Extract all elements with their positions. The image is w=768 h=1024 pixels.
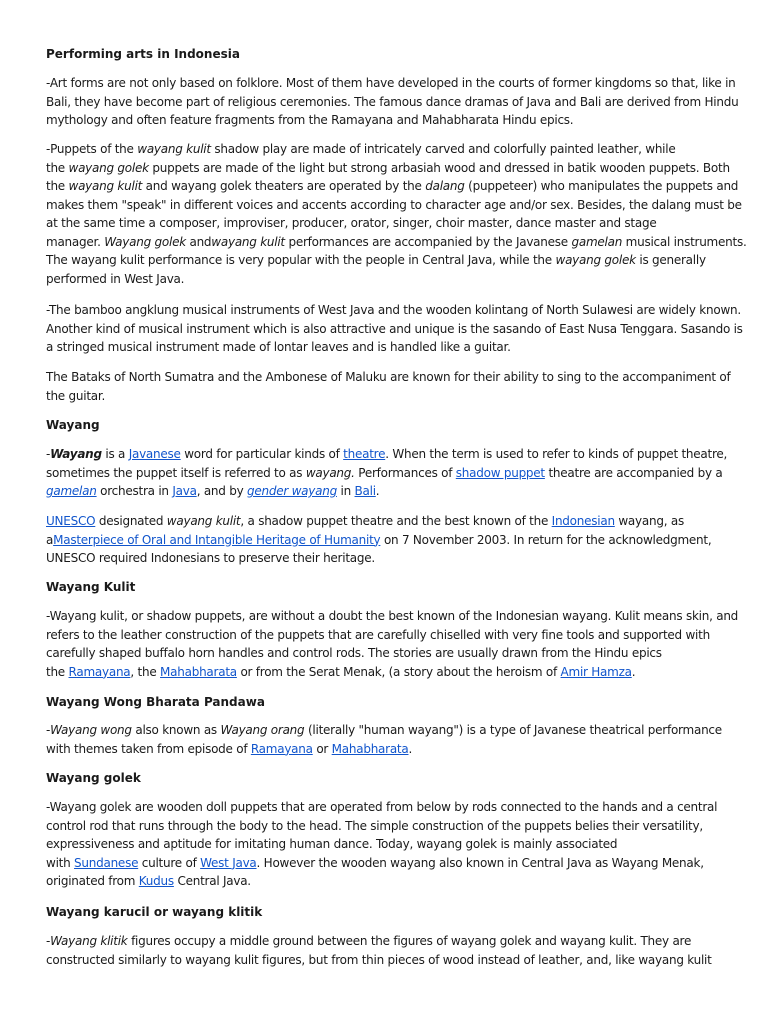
heading-wayang-kulit: Wayang Kulit	[46, 580, 136, 594]
text-line: the wayang kulit and wayang golek theaters are operated by the dalang (puppeteer) who manipulates the puppets and	[46, 179, 739, 193]
paragraph-wayang-kulit	[46, 607, 739, 681]
heading-performing-arts: Performing arts in Indonesia	[46, 47, 240, 61]
text-line: gamelan orchestra in Java, and by gender wayang in Bali.	[46, 484, 380, 498]
link-theatre[interactable]: theatre	[343, 447, 386, 461]
link-masterpiece-heritage[interactable]: Masterpiece of Oral and Intangible Heritage of Humanity	[53, 532, 381, 547]
text-line: originated from Kudus Central Java.	[46, 874, 251, 888]
paragraph-puppets	[46, 140, 747, 288]
text-line: aMasterpiece of Oral and Intangible Heritage of Humanity on 7 November 2003. In return for the acknowledgment,	[46, 532, 712, 547]
paragraph-wayang	[46, 445, 726, 501]
text-line: carefully shaped buffalo horn handles and control rods. The stories are usually drawn from the Hindu epics	[46, 646, 662, 660]
link-gamelan[interactable]: gamelan	[46, 484, 97, 498]
text-line: makes them "speak" in different voices and accents according to character age and/or sex. Besides, the dalang must be	[46, 197, 742, 212]
text-line: at the same time a composer, improviser, producer, orator, singer, choir master, dance master and stage	[46, 216, 657, 230]
text-line: The Bataks of North Sumatra and the Ambonese of Maluku are known for their ability to sing to the accompaniment of	[46, 370, 731, 384]
text-line: constructed similarly to wayang kulit figures, but from thin pieces of wood instead of leather, and, like wayang kulit	[46, 952, 712, 967]
paragraph-unesco	[46, 512, 726, 568]
text-line: -Wayang golek are wooden doll puppets that are operated from below by rods connected to the hands and a central	[46, 800, 718, 814]
link-shadow-puppet[interactable]: shadow puppet	[455, 465, 545, 480]
paragraph-wayang-golek	[46, 798, 726, 891]
text-line: manager. Wayang golek andwayang kulit performances are accompanied by the Javanese gamelan musical instruments.	[46, 234, 747, 249]
paragraph-bataks	[46, 368, 731, 405]
paragraph-art-forms	[46, 74, 739, 130]
text-line: the guitar.	[46, 388, 106, 403]
text-line: The wayang kulit performance is very popular with the people in Central Java, while the wayang golek is generally	[46, 253, 706, 267]
text-line: mythology and often feature fragments from the Ramayana and Mahabharata Hindu epics.	[46, 113, 574, 127]
text-line: the wayang golek puppets are made of the light but strong arbasiah wood and dressed in batik wooden puppets. Both	[46, 160, 730, 175]
link-amir-hamza[interactable]: Amir Hamza	[560, 664, 632, 679]
link-indonesian[interactable]: Indonesian	[551, 514, 615, 528]
text-line: UNESCO required Indonesians to preserve their heritage.	[46, 551, 375, 565]
text-line: a stringed musical instrument made of lontar leaves and is handled like a guitar.	[46, 340, 511, 354]
link-javanese[interactable]: Javanese	[128, 447, 181, 461]
link-ramayana-2[interactable]: Ramayana	[250, 741, 313, 756]
heading-wayang-klitik: Wayang karucil or wayang klitik	[46, 905, 263, 919]
link-bali[interactable]: Bali	[354, 484, 376, 498]
text-line: -The bamboo angklung musical instruments of West Java and the wooden kolintang of North Sulawesi are widely known.	[46, 303, 741, 317]
heading-wayang: Wayang	[46, 418, 100, 432]
paragraph-angklung	[46, 301, 743, 357]
text-line: sometimes the puppet itself is referred to as wayang. Performances of shadow puppet theatre are accompanied by a	[46, 465, 723, 480]
link-gender-wayang[interactable]: gender wayang	[247, 484, 337, 498]
paragraph-wayang-wong	[46, 721, 726, 758]
text-line: control rod that runs through the body to the head. The simple construction of the puppets belies their versatility,	[46, 818, 703, 833]
heading-wayang-wong: Wayang Wong Bharata Pandawa	[46, 695, 265, 709]
text-line: -Wayang klitik figures occupy a middle ground between the figures of wayang golek and wayang kulit. They are	[46, 934, 692, 948]
text-line: expressiveness and aptitude for imitating human dance. Today, wayang golek is mainly associated	[46, 837, 618, 851]
link-ramayana[interactable]: Ramayana	[68, 664, 131, 679]
text-line: Another kind of musical instrument which is also attractive and unique is the sasando of East Nusa Tenggara. Sasando is	[46, 321, 743, 336]
link-mahabharata[interactable]: Mahabharata	[160, 664, 237, 679]
text-line: with themes taken from episode of Ramayana or Mahabharata.	[46, 741, 413, 756]
link-java[interactable]: Java	[172, 484, 197, 498]
text-line: UNESCO designated wayang kulit, a shadow puppet theatre and the best known of the Indonesian wayang, as	[46, 514, 684, 528]
text-line: -Wayang wong also known as Wayang orang (literally "human wayang") is a type of Javanese theatrical performance	[46, 723, 722, 737]
text-line: Bali, they have become part of religious ceremonies. The famous dance dramas of Java and Bali are derived from Hindu	[46, 94, 739, 109]
text-line: -Wayang kulit, or shadow puppets, are without a doubt the best known of the Indonesian wayang. Kulit means skin, and	[46, 609, 739, 623]
link-sundanese[interactable]: Sundanese	[74, 855, 139, 870]
text-line: -Art forms are not only based on folklore. Most of them have developed in the courts of former kingdoms so that, like in	[46, 76, 736, 90]
text-line: performed in West Java.	[46, 271, 185, 286]
text-line: refers to the leather construction of the puppets that are carefully chiselled with very fine tools and supported with	[46, 627, 710, 642]
link-west-java[interactable]: West Java	[200, 855, 257, 870]
link-kudus[interactable]: Kudus	[138, 874, 174, 888]
paragraph-wayang-klitik	[46, 932, 726, 969]
heading-wayang-golek: Wayang golek	[46, 771, 141, 785]
text-line: -Puppets of the wayang kulit shadow play are made of intricately carved and colorfully painted leather, while	[46, 142, 676, 156]
link-mahabharata-2[interactable]: Mahabharata	[331, 741, 409, 756]
text-line: with Sundanese culture of West Java. However the wooden wayang also known in Central Java as Wayang Menak,	[46, 855, 704, 870]
text-line: -Wayang is a Javanese word for particular kinds of theatre. When the term is used to refer to kinds of puppet theatre,	[46, 447, 728, 461]
text-line: the Ramayana, the Mahabharata or from the Serat Menak, (a story about the heroism of Amir Hamza.	[46, 664, 636, 679]
link-unesco[interactable]: UNESCO	[46, 514, 96, 528]
